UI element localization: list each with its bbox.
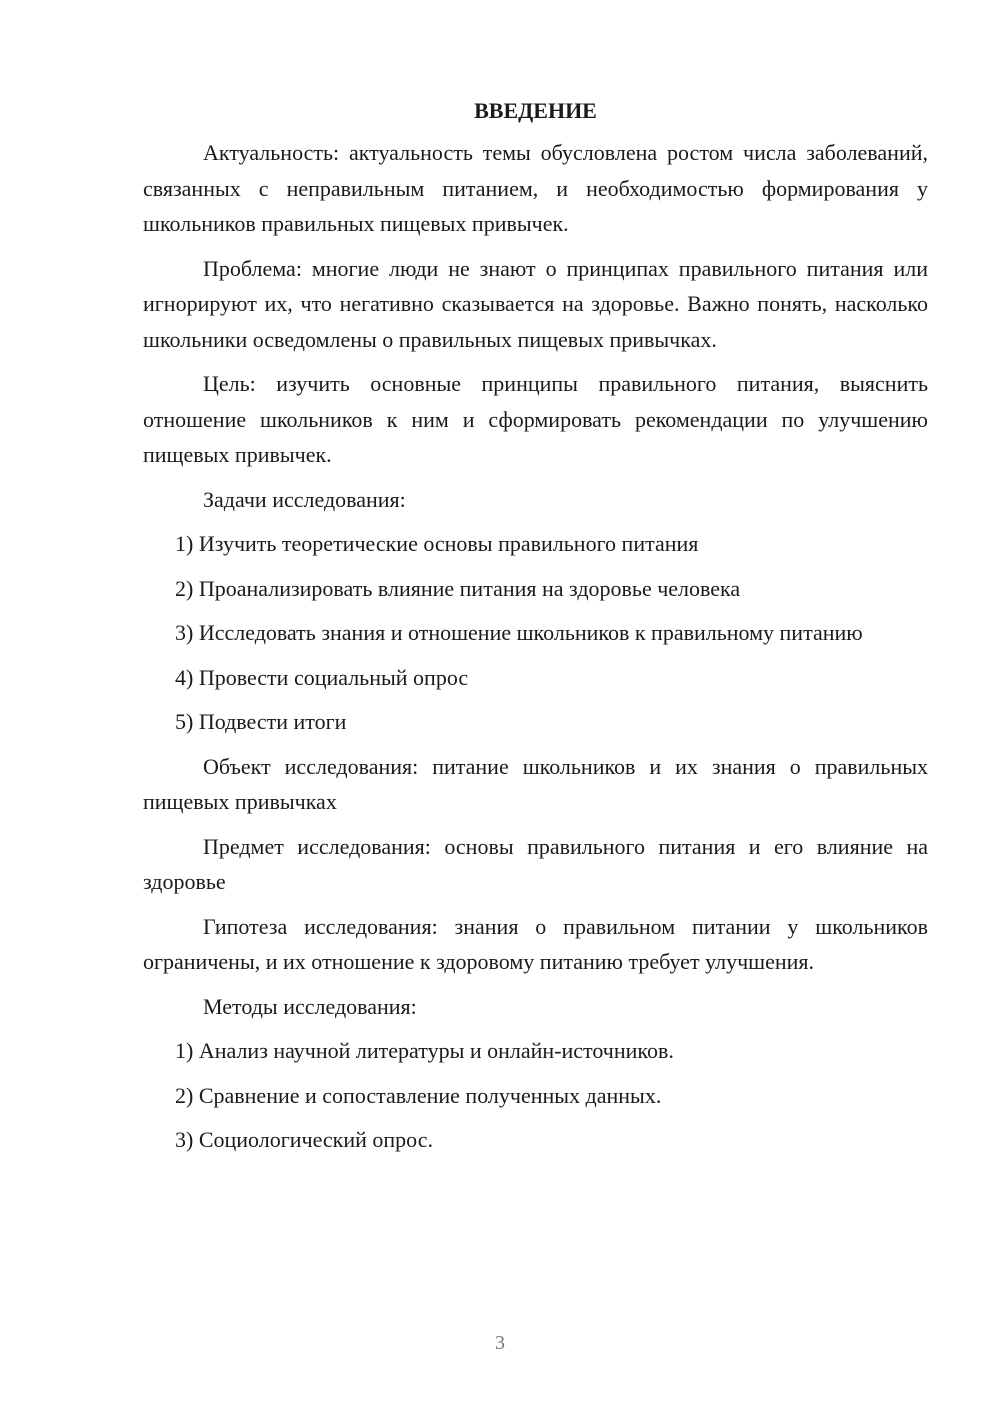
paragraph-object: Объект исследования: питание школьников и их знания о правильных пищевых привычках [143,753,928,814]
section-title: ВВЕДЕНИЕ [474,98,597,123]
task-item: 3) Исследовать знания и отношение школьников к правильному питанию [175,620,863,645]
page-number: 3 [495,1332,505,1354]
method-item: 3) Социологический опрос. [175,1127,433,1152]
paragraph-problema: Проблема: многие люди не знают о принципах правильного питания или игнорируют их, что негативно сказывается на здоровье. Важно понять, насколько школьники осведомлены о правильных пищевых привычках. [143,255,928,352]
task-item: 5) Подвести итоги [175,709,347,734]
method-item: 2) Сравнение и сопоставление полученных данных. [175,1082,662,1108]
paragraph-aktualnost: Актуальность: актуальность темы обусловлена ростом числа заболеваний, связанных с неправильным питанием, и необходимостью формирования у школьников правильных пищевых привычек. [143,140,928,236]
paragraph-cel: Цель: изучить основные принципы правильного питания, выяснить отношение школьников к ним и сформировать рекомендации по улучшению пищевых привычек. [143,371,928,467]
page-content [143,96,928,1167]
task-item: 1) Изучить теоретические основы правильного питания [175,531,699,556]
method-item: 1) Анализ научной литературы и онлайн-источников. [175,1038,674,1063]
paragraph-subject: Предмет исследования: основы правильного питания и его влияние на здоровье [143,833,928,894]
task-item: 2) Проанализировать влияние питания на здоровье человека [175,575,741,601]
methods-heading: Методы исследования: [203,993,417,1019]
paragraph-hypothesis: Гипотеза исследования: знания о правильном питании у школьников ограничены, и их отношение к здоровому питанию требует улучшения. [143,913,928,974]
task-item: 4) Провести социальный опрос [175,664,469,690]
tasks-heading: Задачи исследования: [203,486,406,512]
